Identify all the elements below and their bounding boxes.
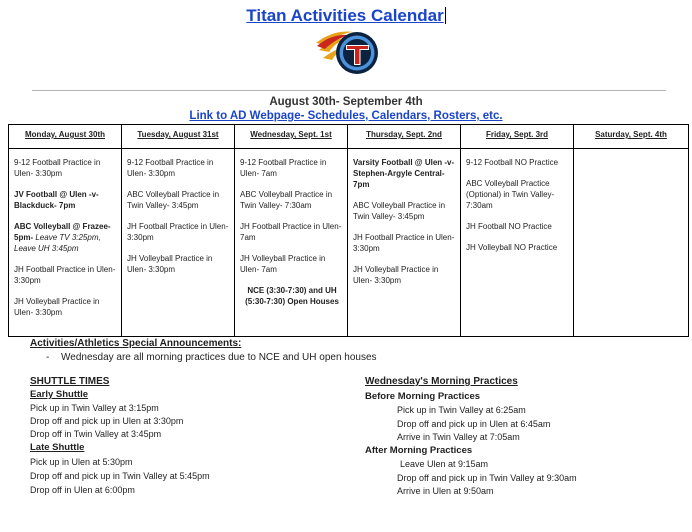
event-text: JH Volleyball Practice in Ulen- 3:30pm xyxy=(353,265,439,285)
event-text: 9-12 Football Practice in Ulen- 3:30pm xyxy=(127,158,214,178)
day-header: Monday, August 30th xyxy=(9,125,122,149)
early-shuttle-heading: Early Shuttle xyxy=(30,389,89,400)
early-shuttle-line: Pick up in Twin Valley at 3:15pm xyxy=(30,403,159,413)
event-text: JH Football Practice in Ulen- 3:30pm xyxy=(127,222,229,242)
bullet-dash: - xyxy=(46,352,50,363)
calendar-event xyxy=(240,189,344,211)
day-cell xyxy=(235,149,348,337)
calendar-event xyxy=(127,157,231,179)
after-morning-heading: After Morning Practices xyxy=(365,445,473,456)
late-shuttle-line: Drop off and pick up in Twin Valley at 5:45pm xyxy=(30,471,210,481)
event-text: JV Football @ Ulen -v- Blackduck- 7pm xyxy=(14,190,99,210)
event-note: Leave TV 3:25pm, Leave UH 3:45pm xyxy=(14,233,101,253)
announcement-item: Wednesday are all morning practices due to NCE and UH open houses xyxy=(61,352,377,363)
event-text: ABC Volleyball Practice in Twin Valley- 3:45pm xyxy=(127,190,220,210)
event-text: 9-12 Football Practice in Ulen- 7am xyxy=(240,158,327,178)
event-text: JH Football Practice in Ulen- 3:30pm xyxy=(14,265,116,285)
calendar-event xyxy=(14,189,118,211)
early-shuttle-line: Drop off and pick up in Ulen at 3:30pm xyxy=(30,416,184,426)
after-morning-line: Drop off and pick up in Twin Valley at 9:30am xyxy=(397,473,577,483)
event-text: JH Volleyball Practice in Ulen- 3:30pm xyxy=(14,297,100,317)
before-morning-line: Drop off and pick up in Ulen at 6:45am xyxy=(397,419,551,429)
calendar-event xyxy=(466,242,570,253)
calendar-event xyxy=(14,296,118,318)
day-cell xyxy=(461,149,574,337)
calendar-event xyxy=(14,221,118,254)
day-cell xyxy=(9,149,122,337)
event-text: NCE (3:30-7:30) and UH (5:30-7:30) Open Houses xyxy=(245,286,339,306)
calendar-event xyxy=(127,253,231,275)
event-text: ABC Volleyball Practice in Twin Valley- 3:45pm xyxy=(353,201,446,221)
calendar-event xyxy=(353,157,457,190)
divider xyxy=(32,90,666,91)
event-text: 9-12 Football NO Practice xyxy=(466,158,559,167)
before-morning-line: Arrive in Twin Valley at 7:05am xyxy=(397,432,520,442)
text-cursor xyxy=(445,7,446,24)
before-morning-line: Pick up in Twin Valley at 6:25am xyxy=(397,405,526,415)
calendar-event xyxy=(466,157,570,168)
page-title xyxy=(0,6,692,26)
early-shuttle-line: Drop off in Twin Valley at 3:45pm xyxy=(30,429,162,439)
titans-logo xyxy=(313,28,383,76)
calendar-event xyxy=(353,200,457,222)
event-text: Varsity Football @ Ulen -v- Stephen-Argyle Central- 7pm xyxy=(353,158,455,189)
day-cell xyxy=(348,149,461,337)
date-range: August 30th- September 4th xyxy=(269,96,423,108)
day-header: Saturday, Sept. 4th xyxy=(574,125,689,149)
event-text: JH Volleyball NO Practice xyxy=(466,243,558,252)
event-text: 9-12 Football Practice in Ulen- 3:30pm xyxy=(14,158,101,178)
day-cell xyxy=(122,149,235,337)
day-header: Wednesday, Sept. 1st xyxy=(235,125,348,149)
calendar-event xyxy=(240,253,344,275)
event-text: ABC Volleyball @ Frazee- 5pm- xyxy=(14,222,111,242)
calendar-event xyxy=(240,221,344,243)
after-morning-line: Leave Ulen at 9:15am xyxy=(400,459,489,469)
calendar-event xyxy=(466,178,570,211)
announcements-heading: Activities/Athletics Special Announcements: xyxy=(30,338,242,349)
late-shuttle-line: Pick up in Ulen at 5:30pm xyxy=(30,457,133,467)
calendar-event xyxy=(240,285,344,307)
day-header: Thursday, Sept. 2nd xyxy=(348,125,461,149)
event-text: JH Volleyball Practice in Ulen- 7am xyxy=(240,254,326,274)
calendar-event xyxy=(14,157,118,179)
weekly-calendar xyxy=(8,124,689,337)
event-text: JH Football NO Practice xyxy=(466,222,552,231)
after-morning-line: Arrive in Ulen at 9:50am xyxy=(397,486,494,496)
ad-webpage-link[interactable]: Link to AD Webpage- Schedules, Calendars, Rosters, etc. xyxy=(189,110,503,122)
page-title-text: Titan Activities Calendar xyxy=(246,6,444,25)
calendar-event xyxy=(353,232,457,254)
calendar-event xyxy=(127,221,231,243)
calendar-event xyxy=(240,157,344,179)
event-text: ABC Volleyball Practice in Twin Valley- 7:30am xyxy=(240,190,333,210)
shuttle-times-heading: SHUTTLE TIMES xyxy=(30,376,110,387)
event-text: JH Football Practice in Ulen- 7am xyxy=(240,222,342,242)
late-shuttle-line: Drop off in Ulen at 6:00pm xyxy=(30,485,135,495)
day-header: Friday, Sept. 3rd xyxy=(461,125,574,149)
day-header: Tuesday, August 31st xyxy=(122,125,235,149)
morning-practices-heading: Wednesday's Morning Practices xyxy=(365,376,518,387)
event-text: JH Volleyball Practice in Ulen- 3:30pm xyxy=(127,254,213,274)
event-text: JH Football Practice in Ulen- 3:30pm xyxy=(353,233,455,253)
calendar-event xyxy=(127,189,231,211)
calendar-event xyxy=(353,264,457,286)
late-shuttle-heading: Late Shuttle xyxy=(30,442,85,453)
day-cell xyxy=(574,149,689,337)
before-morning-heading: Before Morning Practices xyxy=(365,391,481,402)
calendar-event xyxy=(14,264,118,286)
event-text: ABC Volleyball Practice (Optional) in Twin Valley- 7:30am xyxy=(466,179,555,210)
calendar-event xyxy=(466,221,570,232)
